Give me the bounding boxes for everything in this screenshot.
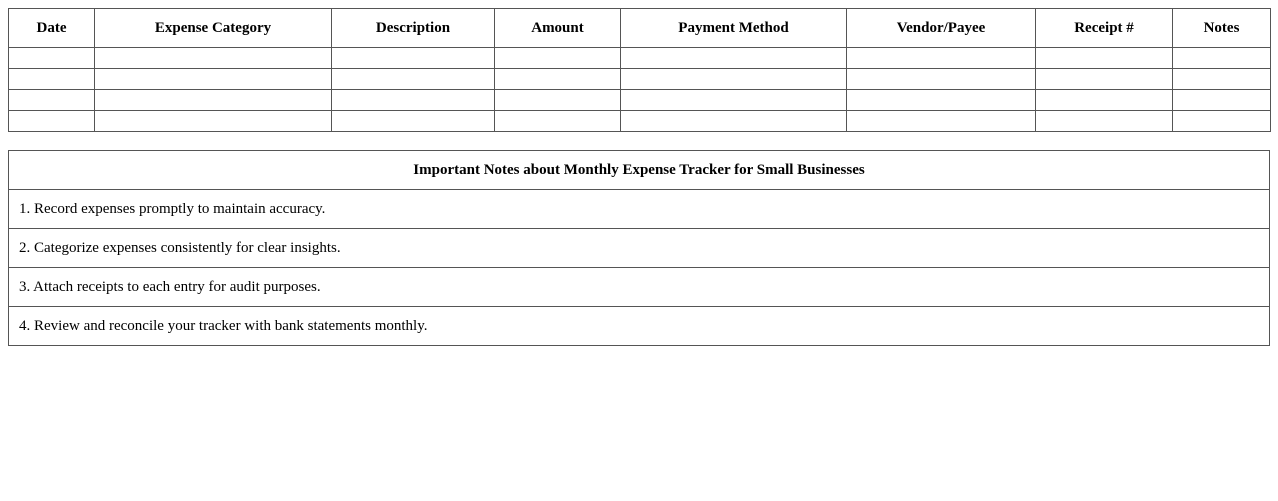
table-cell[interactable] bbox=[847, 111, 1036, 132]
table-cell[interactable] bbox=[847, 69, 1036, 90]
table-cell[interactable] bbox=[621, 69, 847, 90]
table-cell[interactable] bbox=[95, 48, 332, 69]
list-item bbox=[9, 268, 1270, 307]
table-cell[interactable] bbox=[1036, 69, 1173, 90]
table-cell[interactable] bbox=[495, 111, 621, 132]
notes-title: Important Notes about Monthly Expense Tracker for Small Businesses bbox=[9, 151, 1270, 190]
table-cell[interactable] bbox=[95, 69, 332, 90]
header-row bbox=[9, 9, 1271, 48]
col-header-receipt-number: Receipt # bbox=[1036, 9, 1173, 48]
table-cell[interactable] bbox=[495, 69, 621, 90]
table-cell[interactable] bbox=[495, 48, 621, 69]
table-cell[interactable] bbox=[1036, 48, 1173, 69]
col-header-vendor-payee: Vendor/Payee bbox=[847, 9, 1036, 48]
table-cell[interactable] bbox=[95, 90, 332, 111]
table-cell[interactable] bbox=[1036, 90, 1173, 111]
col-header-notes: Notes bbox=[1173, 9, 1271, 48]
table-row bbox=[9, 69, 1271, 90]
expense-tracker-table bbox=[8, 8, 1271, 132]
table-cell[interactable] bbox=[621, 111, 847, 132]
col-header-description: Description bbox=[332, 9, 495, 48]
col-header-payment-method: Payment Method bbox=[621, 9, 847, 48]
table-cell[interactable] bbox=[9, 111, 95, 132]
table-row bbox=[9, 90, 1271, 111]
note-item-text: 2. Categorize expenses consistently for clear insights. bbox=[9, 229, 1270, 268]
table-cell[interactable] bbox=[1036, 111, 1173, 132]
note-item-text: 1. Record expenses promptly to maintain accuracy. bbox=[9, 190, 1270, 229]
table-cell[interactable] bbox=[621, 90, 847, 111]
list-item bbox=[9, 190, 1270, 229]
note-item-text: 3. Attach receipts to each entry for audit purposes. bbox=[9, 268, 1270, 307]
table-cell[interactable] bbox=[1173, 111, 1271, 132]
table-cell[interactable] bbox=[1173, 48, 1271, 69]
table-cell[interactable] bbox=[621, 48, 847, 69]
table-cell[interactable] bbox=[9, 69, 95, 90]
table-row bbox=[9, 48, 1271, 69]
table-cell[interactable] bbox=[495, 90, 621, 111]
table-row bbox=[9, 111, 1271, 132]
notes-header-row bbox=[9, 151, 1270, 190]
table-cell[interactable] bbox=[847, 90, 1036, 111]
important-notes-table bbox=[8, 150, 1270, 346]
note-item-text: 4. Review and reconcile your tracker with bank statements monthly. bbox=[9, 307, 1270, 346]
table-cell[interactable] bbox=[9, 48, 95, 69]
col-header-expense-category: Expense Category bbox=[95, 9, 332, 48]
table-cell[interactable] bbox=[847, 48, 1036, 69]
table-cell[interactable] bbox=[1173, 69, 1271, 90]
table-cell[interactable] bbox=[95, 111, 332, 132]
table-cell[interactable] bbox=[332, 48, 495, 69]
col-header-amount: Amount bbox=[495, 9, 621, 48]
table-cell[interactable] bbox=[332, 90, 495, 111]
col-header-date: Date bbox=[9, 9, 95, 48]
list-item bbox=[9, 307, 1270, 346]
table-cell[interactable] bbox=[9, 90, 95, 111]
list-item bbox=[9, 229, 1270, 268]
table-cell[interactable] bbox=[1173, 90, 1271, 111]
table-cell[interactable] bbox=[332, 69, 495, 90]
table-cell[interactable] bbox=[332, 111, 495, 132]
